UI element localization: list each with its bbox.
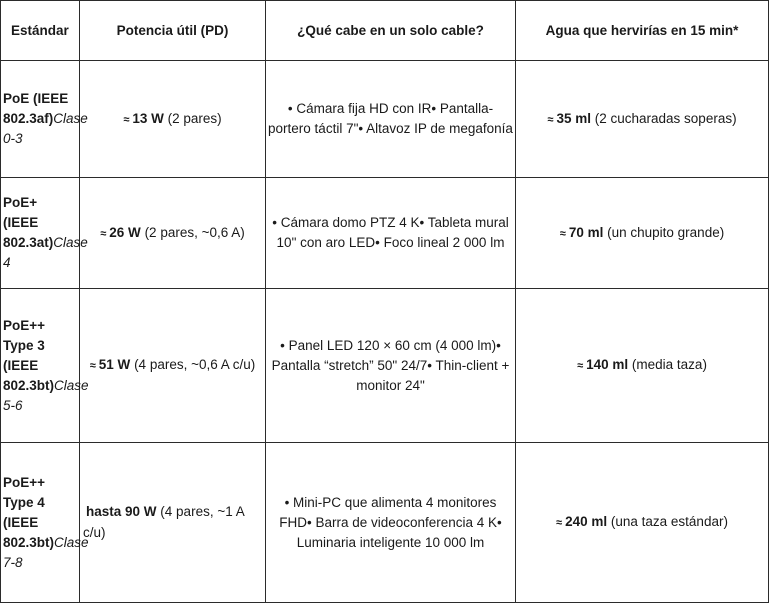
standard-name: PoE+ (IEEE 802.3at) — [3, 195, 54, 250]
approx-symbol: ≈ — [559, 227, 566, 240]
standard-name: PoE++ Type 3 (IEEE 802.3bt) — [3, 317, 55, 393]
header-standard: Estándar — [1, 1, 80, 61]
standard-name: PoE++ Type 4 (IEEE 802.3bt) — [3, 474, 55, 550]
standard-cell — [1, 61, 88, 178]
power-value: 13 W — [132, 110, 164, 126]
approx-symbol: ≈ — [547, 113, 554, 126]
water-value: 140 ml — [586, 357, 629, 372]
standard-class: Clase 7-8 — [3, 534, 89, 570]
standard-name: PoE (IEEE 802.3af) — [3, 91, 69, 126]
table-row — [1, 61, 769, 178]
water-cell — [516, 289, 769, 443]
water-detail: (una taza estándar) — [610, 514, 728, 529]
water-cell — [516, 61, 769, 178]
power-value: hasta 90 W — [86, 504, 157, 519]
header-power: Potencia útil (PD) — [80, 1, 266, 61]
approx-symbol: ≈ — [89, 360, 96, 372]
header-row — [1, 1, 769, 61]
table-row — [1, 178, 769, 289]
header-fits: ¿Qué cabe en un solo cable? — [266, 1, 516, 61]
approx-symbol: ≈ — [123, 113, 130, 126]
table-row — [1, 443, 769, 603]
power-value: 51 W — [98, 357, 131, 372]
approx-symbol: ≈ — [556, 517, 563, 529]
fits-cell: • Panel LED 120 × 60 cm (4 000 lm)• Pantalla “stretch” 50" 24/7• Thin-client + monitor 24" — [266, 289, 516, 443]
fits-cell: • Mini-PC que alimenta 4 monitores FHD• Barra de videoconferencia 4 K• Luminaria inteligente 10 000 lm — [266, 443, 516, 603]
header-water: Agua que hervirías en 15 min* — [516, 1, 769, 61]
water-detail: (un chupito grande) — [607, 224, 725, 240]
water-value: 35 ml — [556, 110, 591, 126]
approx-symbol: ≈ — [100, 227, 107, 240]
fits-cell: • Cámara fija HD con IR• Pantalla-portero táctil 7"• Altavoz IP de megafonía — [266, 61, 516, 178]
fits-cell: • Cámara domo PTZ 4 K• Tableta mural 10" con aro LED• Foco lineal 2 000 lm — [266, 178, 516, 289]
water-value: 70 ml — [568, 224, 604, 240]
standard-cell — [1, 443, 89, 603]
power-cell — [80, 178, 266, 289]
standard-class: Clase 5-6 — [3, 377, 89, 413]
power-detail: (4 pares, ~0,6 A c/u) — [134, 357, 256, 372]
power-detail: (4 pares, ~1 A c/u) — [83, 504, 244, 540]
power-value: 26 W — [109, 224, 141, 240]
water-detail: (media taza) — [631, 357, 707, 372]
standard-cell — [1, 178, 88, 289]
standard-class: Clase 0-3 — [3, 111, 88, 146]
power-cell — [80, 289, 266, 443]
water-cell — [516, 443, 769, 603]
water-detail: (2 cucharadas soperas) — [594, 110, 737, 126]
standard-cell — [1, 289, 89, 443]
power-detail: (2 pares, ~0,6 A) — [144, 224, 245, 240]
water-value: 240 ml — [565, 514, 608, 529]
power-detail: (2 pares) — [167, 110, 222, 126]
approx-symbol: ≈ — [577, 360, 584, 372]
table-row — [1, 289, 769, 443]
water-cell — [516, 178, 769, 289]
power-cell — [80, 61, 266, 178]
standard-class: Clase 4 — [3, 235, 88, 270]
power-cell — [80, 443, 266, 603]
